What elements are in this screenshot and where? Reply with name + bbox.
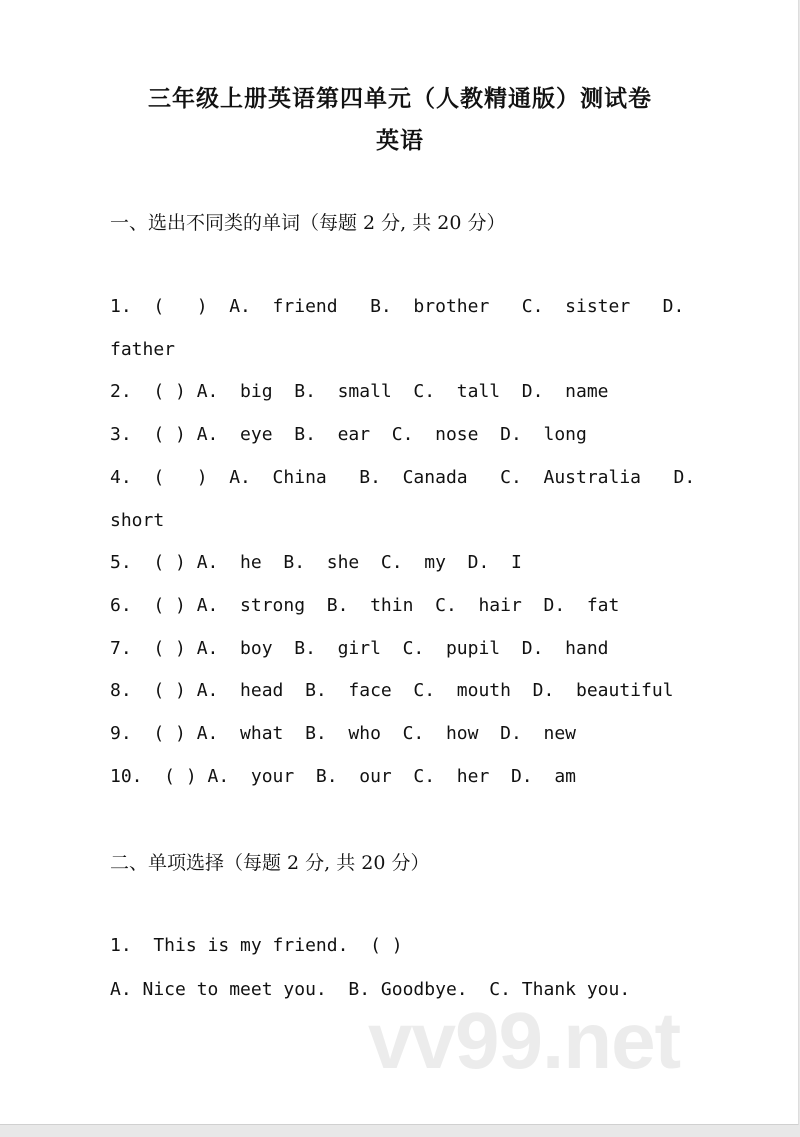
- page-title: 三年级上册英语第四单元（人教精通版）测试卷: [148, 85, 652, 112]
- question-line: 6. ( ) A. strong B. thin C. hair D. fat: [110, 594, 620, 616]
- page-subtitle: 英语: [376, 127, 424, 154]
- question-line: 4. ( ) A. China B. Canada C. Australia D.: [110, 466, 696, 488]
- question-line: 5. ( ) A. he B. she C. my D. I: [110, 552, 522, 574]
- question-line: 2. ( ) A. big B. small C. tall D. name: [110, 381, 609, 403]
- section-2-heading: 二、单项选择（每题 2 分, 共 20 分）: [110, 852, 430, 874]
- question-line: 7. ( ) A. boy B. girl C. pupil D. hand: [110, 637, 609, 659]
- options-line: A. Nice to meet you. B. Goodbye. C. Thank you.: [110, 979, 631, 1000]
- question-line: 10. ( ) A. your B. our C. her D. am: [110, 765, 576, 787]
- question-line: 3. ( ) A. eye B. ear C. nose D. long: [110, 424, 587, 446]
- question-line: 1. ( ) A. friend B. brother C. sister D.: [110, 296, 685, 317]
- question-line: 9. ( ) A. what B. who C. how D. new: [110, 723, 576, 744]
- question-line: 8. ( ) A. head B. face C. mouth D. beautiful: [110, 680, 674, 702]
- question-line: father: [110, 338, 176, 360]
- question-line: short: [110, 509, 165, 531]
- section-1-heading: 一、选出不同类的单词（每题 2 分, 共 20 分）: [110, 212, 506, 234]
- watermark: vv99.net: [368, 996, 681, 1085]
- question-line: 1. This is my friend. ( ): [110, 935, 403, 956]
